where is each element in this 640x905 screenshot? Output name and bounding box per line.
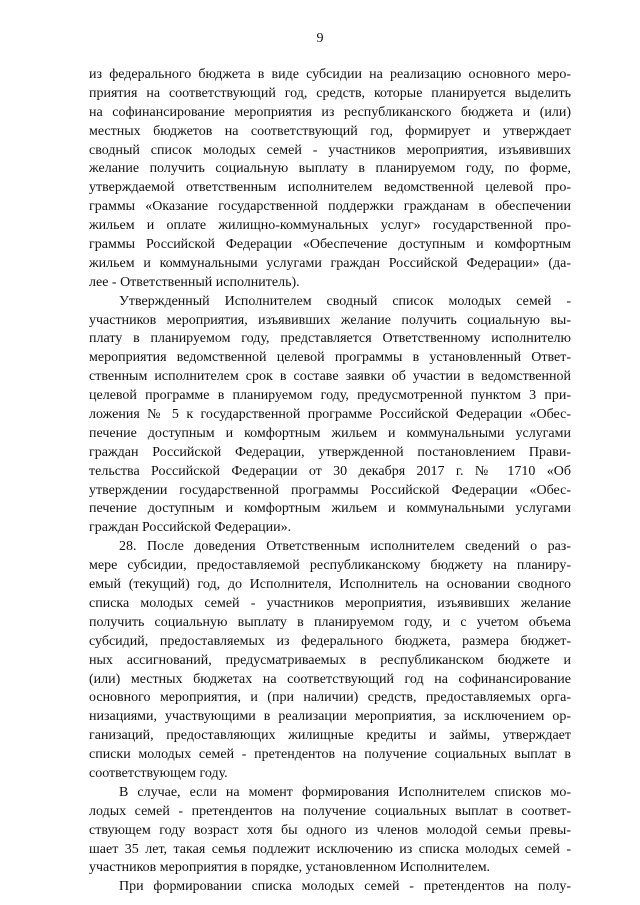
- text-line: основного мероприятия, и (при наличии) средств, предоставляемых орга-: [89, 690, 571, 706]
- text-line: утверждаемой ответственным исполнителем ведомственной целевой про-: [89, 180, 571, 196]
- text-line: лее - Ответственный исполнитель).: [89, 274, 300, 290]
- text-line: В случае, если на момент формирования Исполнителем списков мо-: [119, 784, 571, 800]
- text-line: (или) местных бюджетах на соответствующий год на софинансирование: [89, 671, 571, 687]
- text-line: субсидий, предоставляемых из федерального бюджета, размера бюджет-: [89, 633, 571, 649]
- text-line: сводный список молодых семей - участников мероприятия, изъявивших: [89, 142, 571, 158]
- text-line: из федерального бюджета в виде субсидии на реализацию основного меро-: [89, 67, 571, 82]
- text-line: граждан Российской Федерации, утвержденной постановлением Прави-: [89, 444, 571, 460]
- text-line: утверждении государственной программы Российской Федерации «Обес-: [89, 482, 571, 498]
- text-line: участников мероприятия, изъявивших желание получить социальную вы-: [89, 312, 571, 328]
- text-line: граждан Российской Федерации».: [89, 520, 292, 536]
- text-line: емый (текущий) год, до Исполнителя, Исполнитель на основании сводного: [89, 577, 571, 593]
- text-line: мероприятия ведомственной целевой программы в установленный Ответ-: [89, 350, 571, 366]
- text-line: соответствующем году.: [89, 765, 228, 781]
- text-line: Утвержденный Исполнителем сводный список молодых семей -: [119, 293, 571, 309]
- text-line: При формировании списка молодых семей - претендентов на полу-: [119, 879, 571, 895]
- text-line: печение доступным и комфортным жильем и коммунальными услугами: [89, 425, 571, 441]
- text-line: граммы «Оказание государственной поддержки гражданам в обеспечении: [89, 199, 571, 215]
- text-line: 28. После доведения Ответственным исполнителем сведений о раз-: [119, 539, 571, 555]
- text-line: ствующем году возраст хотя бы одного из членов молодой семьи превы-: [89, 822, 571, 838]
- body-text: [89, 66, 571, 897]
- text-line: на софинансирование мероприятия из республиканского бюджета и (или): [89, 104, 571, 120]
- text-line: ложения № 5 к государственной программе Российской Федерации «Обес-: [89, 407, 571, 423]
- text-line: списка молодых семей - участников мероприятия, изъявивших желание: [89, 595, 571, 611]
- text-line: жильем и коммунальными услугами граждан Российской Федерации» (да-: [89, 255, 571, 271]
- text-line: низациями, участвующими в реализации мероприятия, за исключением ор-: [89, 709, 571, 725]
- text-line: печение доступным и комфортным жильем и коммунальными услугами: [89, 501, 571, 517]
- page-number: 9: [316, 31, 324, 46]
- text-line: шает 35 лет, такая семья подлежит исключению из списка молодых семей -: [89, 841, 571, 857]
- text-line: целевой программе в планируемом году, предусмотренной пунктом 3 при-: [89, 388, 571, 404]
- text-line: приятия на соответствующий год, средств, которые планируется выделить: [89, 85, 571, 101]
- text-line: ственным исполнителем срок в составе заявки об участии в ведомственной: [89, 369, 571, 385]
- text-line: ганизаций, предоставляющих жилищные кредиты и займы, утверждает: [89, 728, 571, 744]
- text-line: жильем и оплате жилищно-коммунальных услуг» государственной про-: [89, 218, 571, 234]
- text-line: участников мероприятия в порядке, установленном Исполнителем.: [89, 860, 491, 876]
- text-line: мере субсидии, предоставляемой республиканскому бюджету на планиру-: [89, 558, 571, 574]
- text-line: ных ассигнований, предусматриваемых в республиканском бюджете и: [89, 652, 571, 668]
- text-line: граммы Российской Федерации «Обеспечение доступным и комфортным: [89, 237, 571, 253]
- text-line: тельства Российской Федерации от 30 декабря 2017 г. № 1710 «Об: [89, 463, 571, 479]
- text-line: желание получить социальную выплату в планируемом году, по форме,: [89, 161, 571, 177]
- text-line: получить социальную выплату в планируемом году, и с учетом объема: [89, 614, 571, 630]
- text-line: местных бюджетов на соответствующий год, формирует и утверждает: [89, 123, 571, 139]
- text-line: списки молодых семей - претендентов на получение социальных выплат в: [89, 747, 571, 763]
- text-line: плату в планируемом году, представляется Ответственному исполнителю: [89, 331, 571, 347]
- text-line: лодых семей - претендентов на получение социальных выплат в соответ-: [89, 803, 571, 819]
